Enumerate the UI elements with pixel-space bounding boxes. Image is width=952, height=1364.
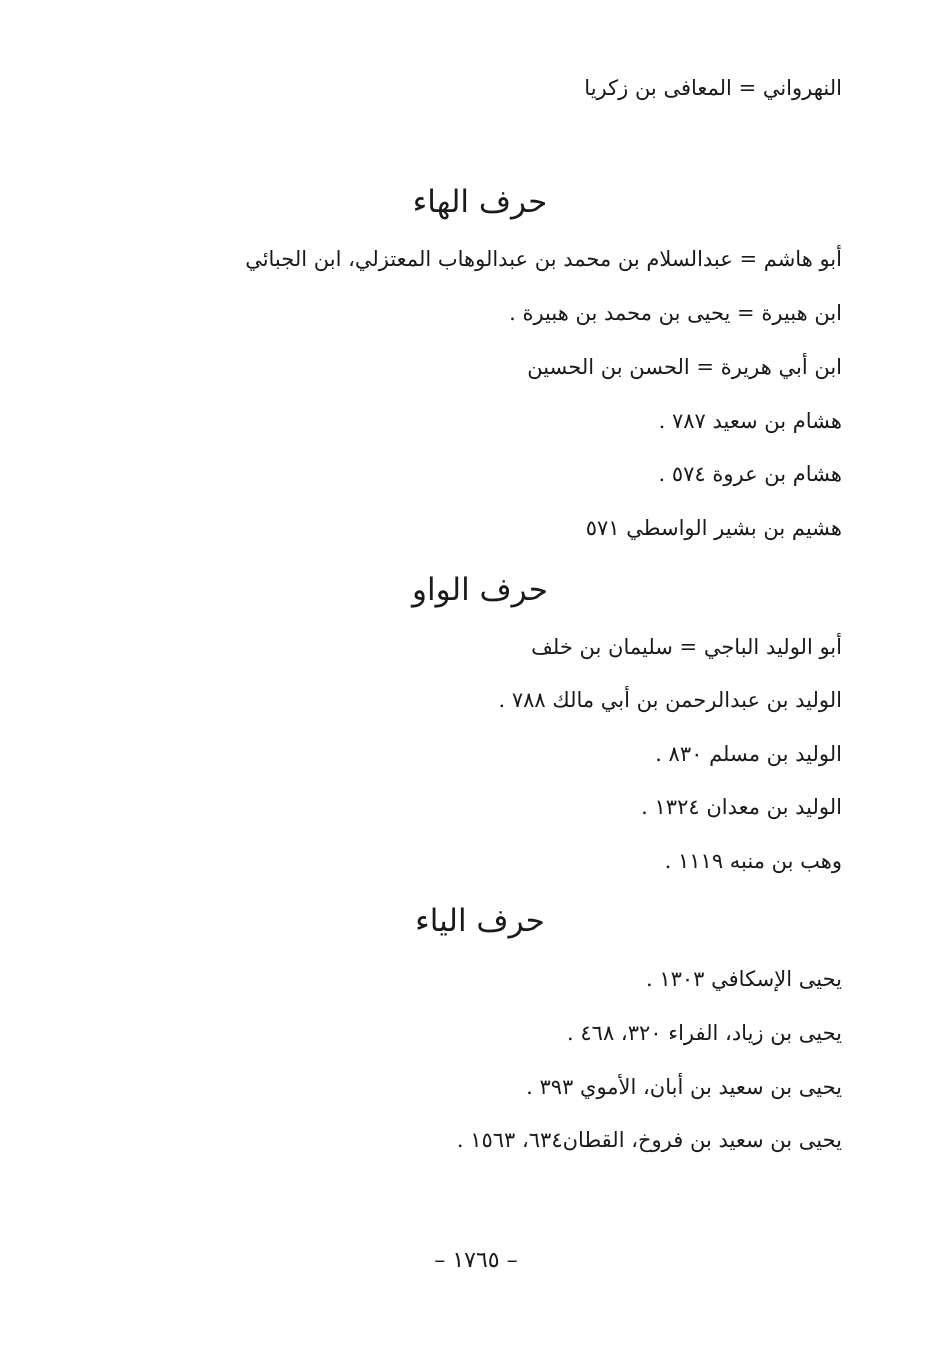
entry-line: وهب بن منبه ١١١٩ . xyxy=(664,849,842,873)
entry-line: يحيى الإسكافي ١٣٠٣ . xyxy=(645,967,842,991)
section-heading-waw: حرف الواو xyxy=(412,572,548,608)
entry-nahrawani: النهرواني = المعافى بن زكريا xyxy=(584,76,842,100)
entry-line: ابن أبي هريرة = الحسن بن الحسين xyxy=(527,355,842,379)
entry-line: هشام بن عروة ٥٧٤ . xyxy=(658,462,842,486)
entry-line: يحيى بن سعيد بن فروخ، القطان٦٣٤، ١٥٦٣ . xyxy=(456,1128,842,1152)
entry-line: ابن هبيرة = يحيى بن محمد بن هبيرة . xyxy=(509,301,842,325)
entry-line: الوليد بن معدان ١٣٢٤ . xyxy=(641,795,842,819)
entry-line: أبو الوليد الباجي = سليمان بن خلف xyxy=(531,635,842,659)
page-number: – ١٧٦٥ – xyxy=(434,1248,518,1273)
section-heading-haa: حرف الهاء xyxy=(412,184,548,220)
entry-line: هشيم بن بشير الواسطي ٥٧١ xyxy=(585,516,842,540)
section-heading-yaa: حرف الياء xyxy=(415,903,545,939)
entry-line: يحيى بن سعيد بن أبان، الأموي ٣٩٣ . xyxy=(526,1075,842,1099)
entry-line: يحيى بن زياد، الفراء ٣٢٠، ٤٦٨ . xyxy=(567,1021,842,1045)
entry-line: هشام بن سعيد ٧٨٧ . xyxy=(658,409,842,433)
entry-line: أبو هاشم = عبدالسلام بن محمد بن عبدالوهاب المعتزلي، ابن الجبائي xyxy=(245,247,842,271)
entry-line: الوليد بن مسلم ٨٣٠ . xyxy=(655,742,842,766)
entry-line: الوليد بن عبدالرحمن بن أبي مالك ٧٨٨ . xyxy=(498,688,842,712)
